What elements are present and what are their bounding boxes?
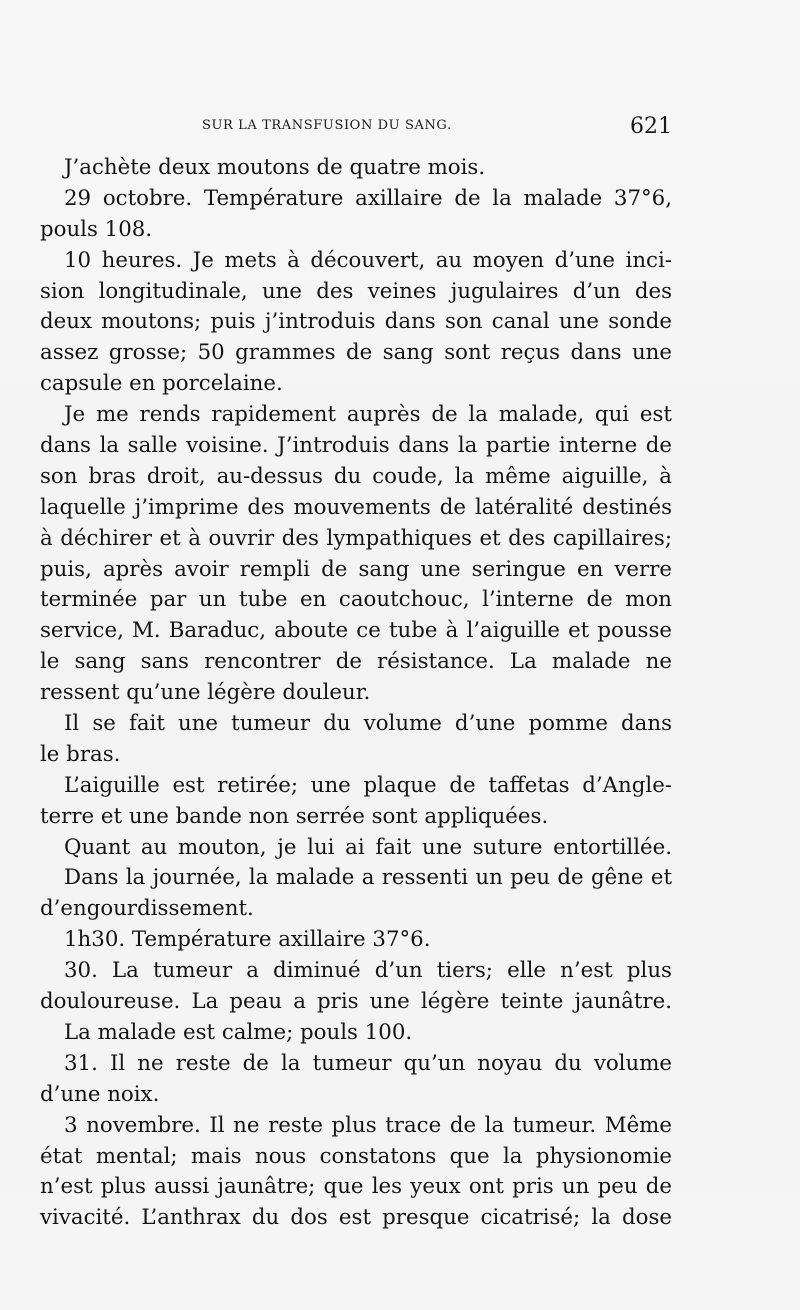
running-head <box>40 114 672 144</box>
text-line: douloureuse. La peau a pris une légère teinte jaunâtre. <box>40 989 672 1015</box>
text-line: puis, après avoir rempli de sang une seringue en verre <box>40 556 672 582</box>
text-line: le sang sans rencontrer de résistance. La malade ne <box>40 649 672 675</box>
text-line: dans la salle voisine. J’introduis dans la partie interne de <box>40 433 672 459</box>
text-line: 1h30. Température axillaire 37°6. <box>64 927 431 953</box>
text-line: assez grosse; 50 grammes de sang sont reçus dans une <box>40 340 672 366</box>
text-line: L’aiguille est retirée; une plaque de taffetas d’Angle- <box>64 772 672 798</box>
text-line: terminée par un tube en caoutchouc, l’interne de mon <box>40 587 672 613</box>
text-line: d’une noix. <box>40 1081 160 1107</box>
text-line: service, M. Baraduc, aboute ce tube à l’aiguille et pousse <box>40 618 672 644</box>
text-line: 3 novembre. Il ne reste plus trace de la tumeur. Même <box>64 1112 672 1138</box>
text-line: ressent qu’une légère douleur. <box>40 680 371 706</box>
text-line: vivacité. L’anthrax du dos est presque cicatrisé; la dose <box>40 1205 672 1231</box>
text-line: Je me rends rapidement auprès de la malade, qui est <box>64 402 672 428</box>
text-line: 30. La tumeur a diminué d’un tiers; elle n’est plus <box>64 958 672 984</box>
text-line: La malade est calme; pouls 100. <box>64 1019 413 1045</box>
text-line: d’engourdissement. <box>40 896 254 922</box>
text-line: à déchirer et à ouvrir des lympathiques et des capillaires; <box>40 525 672 551</box>
text-line: 29 octobre. Température axillaire de la malade 37°6, <box>64 185 672 211</box>
text-line: sion longitudinale, une des veines jugulaires d’un des <box>40 278 672 304</box>
text-line: 31. Il ne reste de la tumeur qu’un noyau du volume <box>64 1050 672 1076</box>
text-line: capsule en porcelaine. <box>40 371 283 397</box>
text-line: deux moutons; puis j’introduis dans son canal une sonde <box>40 309 672 335</box>
text-line: terre et une bande non serrée sont appliquées. <box>40 803 549 829</box>
text-line: laquelle j’imprime des mouvements de latéralité destinés <box>40 494 672 520</box>
text-line: n’est plus aussi jaunâtre; que les yeux ont pris un peu de <box>40 1174 672 1200</box>
body-text <box>40 153 672 1234</box>
text-line: état mental; mais nous constatons que la physionomie <box>40 1143 672 1169</box>
text-line: Dans la journée, la malade a ressenti un peu de gêne et <box>64 865 672 891</box>
text-line: son bras droit, au-dessus du coude, la même aiguille, à <box>40 463 672 489</box>
text-line: J’achète deux moutons de quatre mois. <box>64 155 486 180</box>
text-line: Il se fait une tumeur du volume d’une pomme dans <box>64 711 672 737</box>
text-line: pouls 108. <box>40 216 153 242</box>
text-line: 10 heures. Je mets à découvert, au moyen d’une inci- <box>64 247 672 273</box>
text-line: Quant au mouton, je lui ai fait une suture entortillée. <box>64 834 672 860</box>
page-number: 621 <box>630 114 672 139</box>
text-line: le bras. <box>40 741 121 767</box>
running-title: SUR LA TRANSFUSION DU SANG. <box>202 118 452 133</box>
